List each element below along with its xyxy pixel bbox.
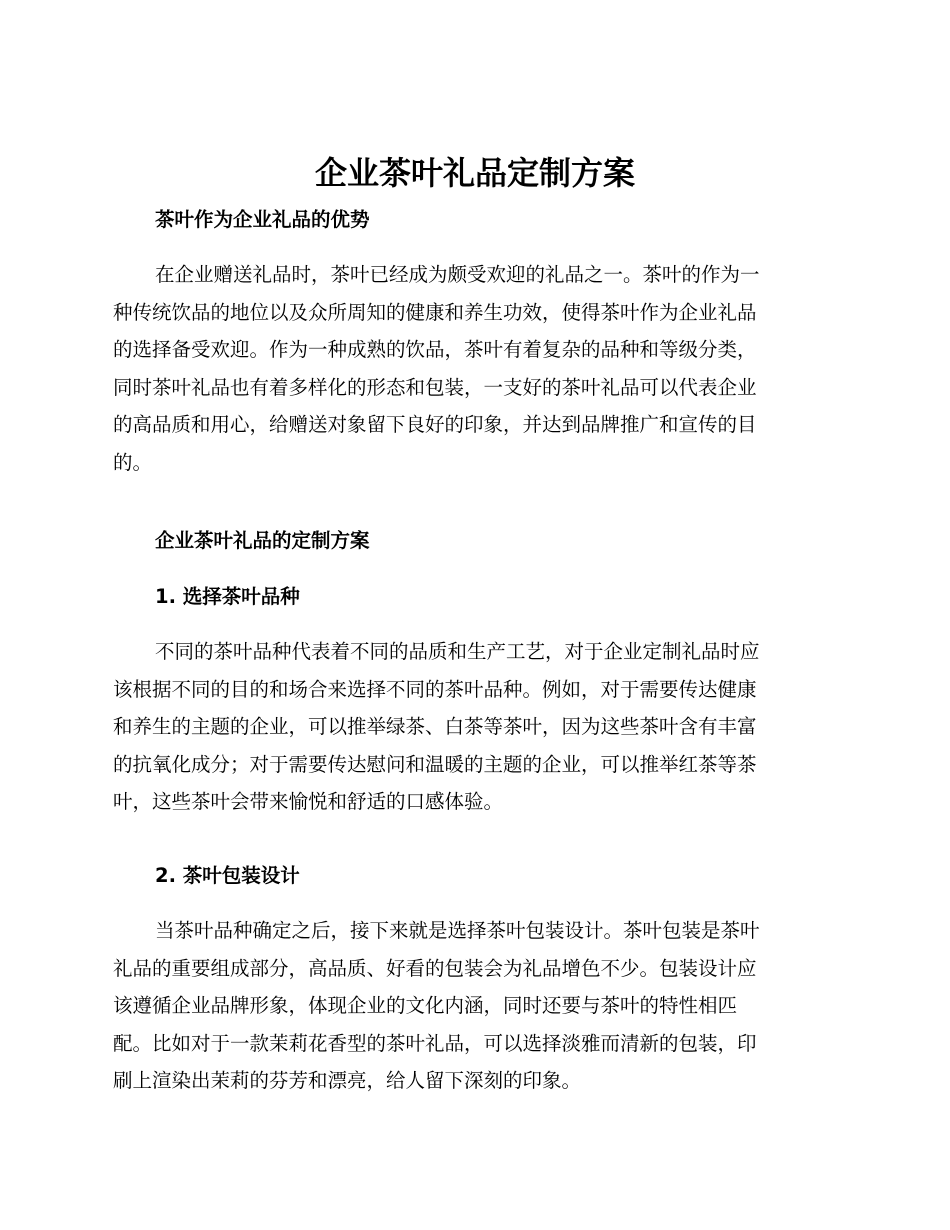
paragraph-choose-variety xyxy=(113,633,833,821)
subheading-packaging-design: 2. 茶叶包装设计 xyxy=(155,864,300,887)
paragraph-line: 刷上渲染出茉莉的芬芳和漂亮，给人留下深刻的印象。 xyxy=(113,1069,582,1092)
subheading-choose-variety: 1. 选择茶叶品种 xyxy=(155,585,300,608)
section-heading-customization: 企业茶叶礼品的定制方案 xyxy=(155,529,370,552)
paragraph-advantages xyxy=(113,256,833,481)
paragraph-line: 同时茶叶礼品也有着多样化的形态和包装，一支好的茶叶礼品可以代表企业 xyxy=(113,375,757,399)
paragraph-line: 和养生的主题的企业，可以推举绿茶、白茶等茶叶，因为这些茶叶含有丰富 xyxy=(113,715,757,738)
paragraph-line: 的高品质和用心，给赠送对象留下良好的印象，并达到品牌推广和宣传的目 xyxy=(113,413,757,436)
paragraph-line: 的。 xyxy=(113,450,153,474)
paragraph-line: 配。比如对于一款茉莉花香型的茶叶礼品，可以选择淡雅而清新的包装，印 xyxy=(113,1031,757,1055)
paragraph-line: 的选择备受欢迎。作为一种成熟的饮品，茶叶有着复杂的品种和等级分类， xyxy=(113,338,757,361)
paragraph-line: 当茶叶品种确定之后，接下来就是选择茶叶包装设计。茶叶包装是茶叶 xyxy=(155,919,760,942)
paragraph-line: 该根据不同的目的和场合来选择不同的茶叶品种。例如，对于需要传达健康 xyxy=(113,677,757,701)
paragraph-line: 礼品的重要组成部分，高品质、好看的包装会为礼品增色不少。包装设计应 xyxy=(113,956,757,980)
paragraph-line: 种传统饮品的地位以及众所周知的健康和养生功效，使得茶叶作为企业礼品 xyxy=(113,300,757,324)
section-heading-advantages: 茶叶作为企业礼品的优势 xyxy=(155,208,370,231)
paragraph-line: 叶，这些茶叶会带来愉悦和舒适的口感体验。 xyxy=(113,790,504,813)
paragraph-packaging-design xyxy=(113,912,833,1100)
paragraph-line: 不同的茶叶品种代表着不同的品质和生产工艺，对于企业定制礼品时应 xyxy=(155,640,760,663)
document-title: 企业茶叶礼品定制方案 xyxy=(314,154,635,192)
paragraph-line: 在企业赠送礼品时，茶叶已经成为颇受欢迎的礼品之一。茶叶的作为一 xyxy=(155,263,760,286)
paragraph-line: 该遵循企业品牌形象，体现企业的文化内涵，同时还要与茶叶的特性相匹 xyxy=(113,994,738,1017)
paragraph-line: 的抗氧化成分；对于需要传达慰问和温暖的主题的企业，可以推举红茶等茶 xyxy=(113,752,757,776)
